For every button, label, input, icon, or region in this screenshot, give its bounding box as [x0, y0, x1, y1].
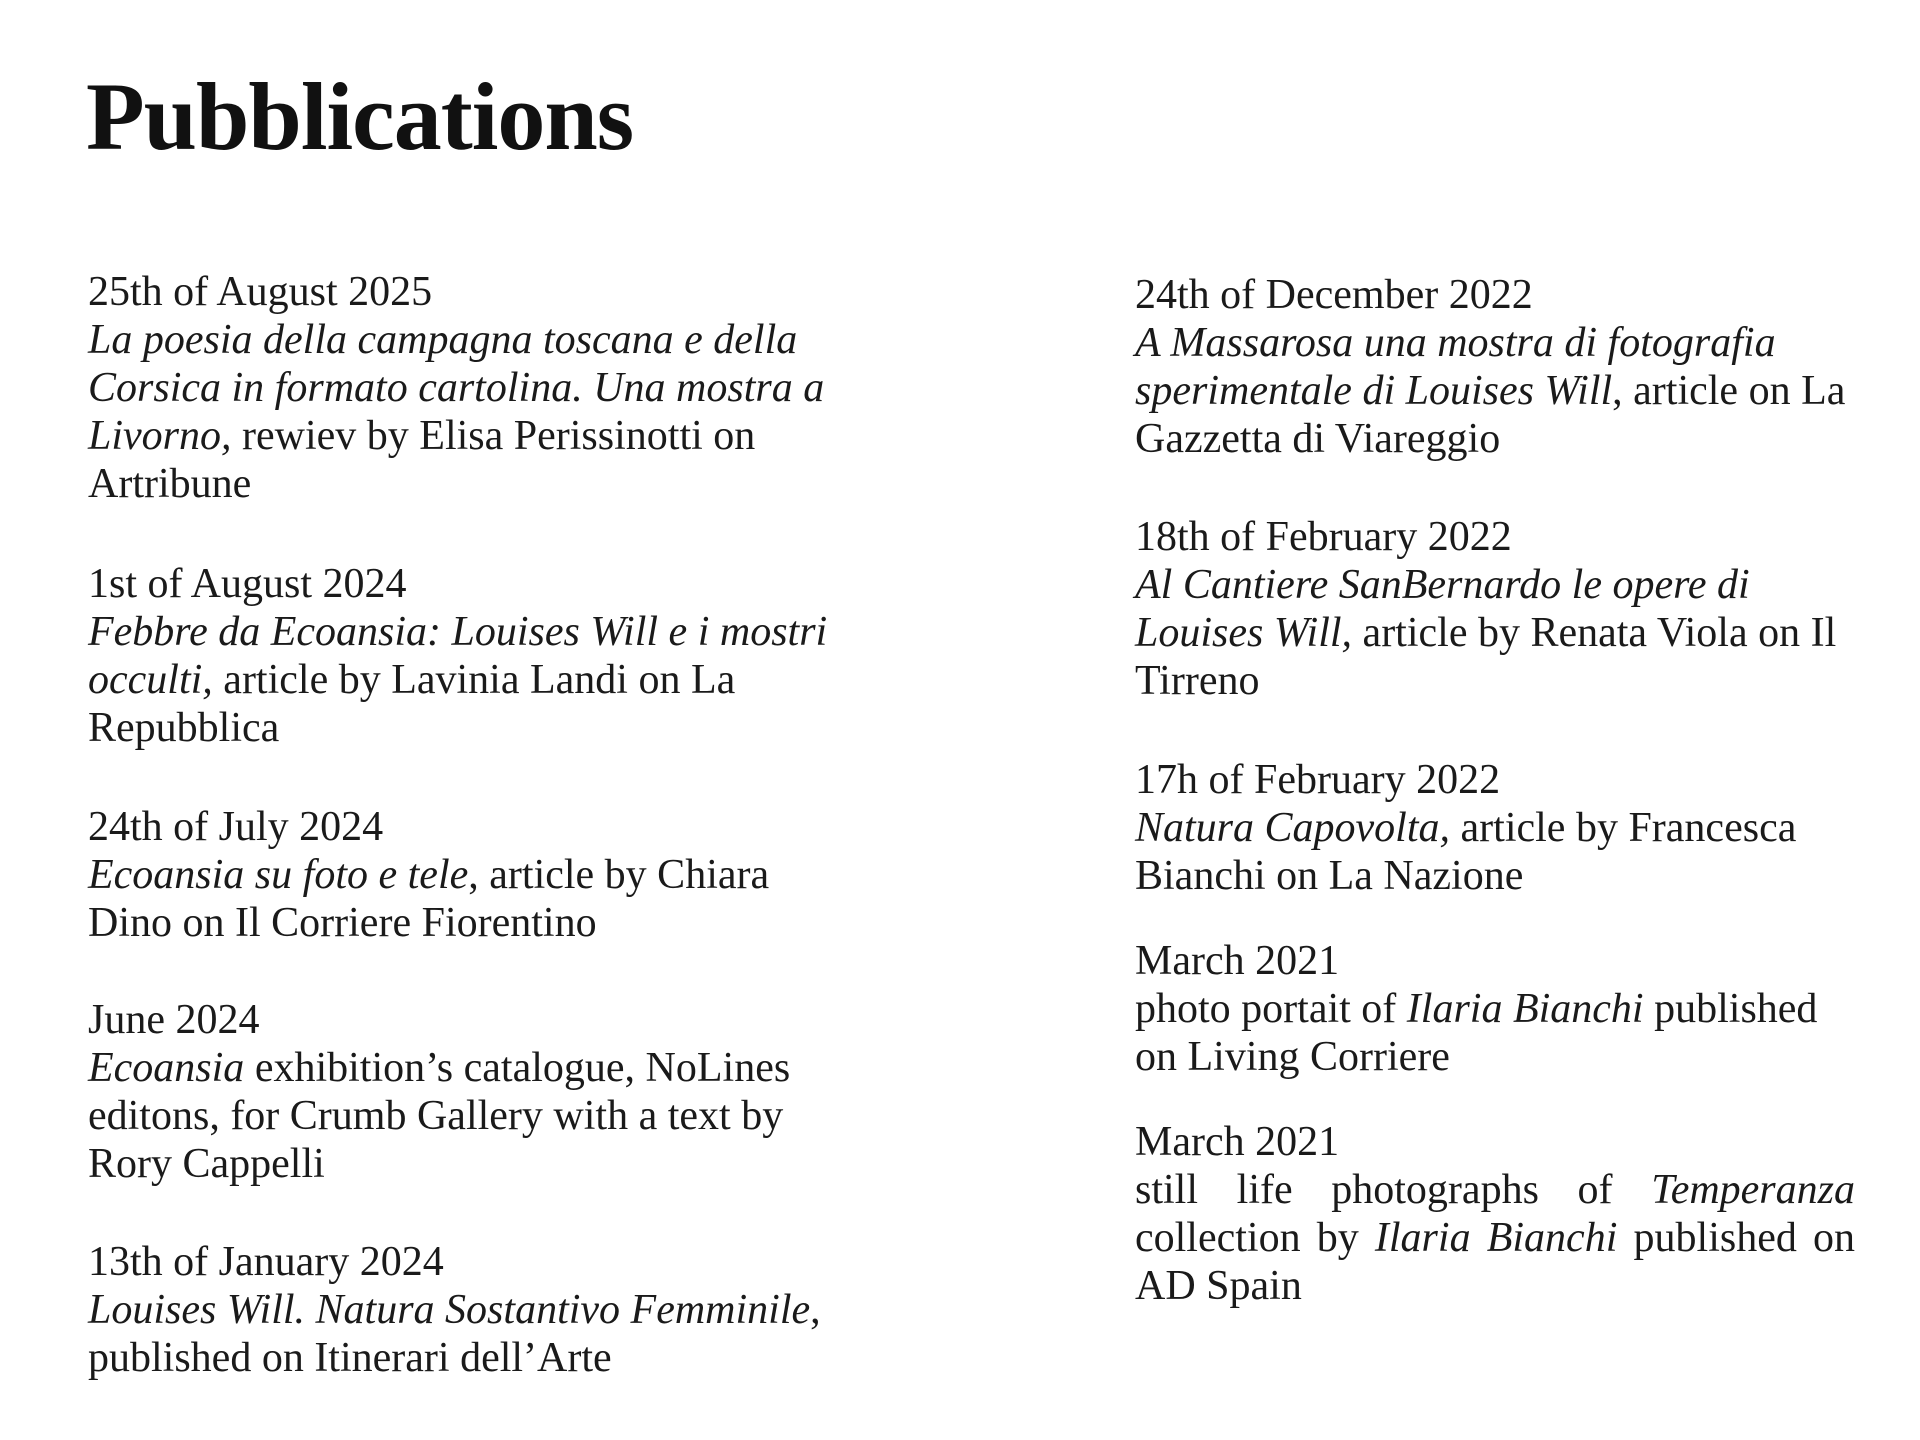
entry-title: A Massarosa una mostra di fotografia sperimentale di Louises Will — [1135, 320, 1776, 414]
entry-text — [1135, 319, 1855, 463]
entry-description: published on AD Spain — [1135, 1215, 1855, 1309]
entry-title: Febbre da Ecoansia: Louises Will e i mostri occulti, — [88, 609, 828, 703]
entry-description: collection by — [1135, 1215, 1375, 1261]
page-title: Pubblications — [86, 63, 634, 170]
publication-entry — [88, 803, 848, 947]
entry-description: , article by Chiara Dino on Il Corriere Fiorentino — [88, 852, 770, 946]
entry-author: Ilaria Bianchi — [1406, 986, 1644, 1032]
entry-date: 24th of July 2024 — [88, 804, 384, 850]
publication-entry — [1135, 513, 1855, 705]
entry-author: Ilaria Bianchi — [1374, 1215, 1618, 1261]
entry-title: Ecoansia su foto e tele — [88, 852, 469, 898]
entry-date: March 2021 — [1135, 1119, 1340, 1165]
publication-entry — [1135, 271, 1855, 463]
entry-title: Ecoansia — [88, 1045, 245, 1091]
entry-text — [88, 851, 848, 947]
entry-date: 13th of January 2024 — [88, 1239, 444, 1285]
publication-entry — [88, 1238, 848, 1382]
publication-entry — [1135, 937, 1855, 1081]
entry-text — [1135, 985, 1855, 1081]
entry-text — [88, 1286, 848, 1382]
entry-text — [88, 608, 848, 752]
entry-text — [1135, 561, 1855, 705]
entry-text — [88, 316, 848, 508]
entry-title: Temperanza — [1651, 1167, 1855, 1213]
entry-date: March 2021 — [1135, 938, 1340, 984]
entry-description: photo portait of — [1135, 986, 1407, 1032]
entry-date: 17h of February 2022 — [1135, 757, 1501, 803]
publication-entry — [88, 560, 848, 752]
entry-description: article by Renata Viola on Il Tirreno — [1135, 610, 1837, 704]
publication-entry — [1135, 756, 1855, 900]
entry-title: Al Cantiere SanBernardo le opere di Louises Will, — [1135, 562, 1750, 656]
entry-date: 18th of February 2022 — [1135, 514, 1512, 560]
entry-date: June 2024 — [88, 997, 260, 1043]
entry-description: article by Francesca Bianchi on La Nazione — [1135, 805, 1797, 899]
entry-description: rewiev by Elisa Perissinotti on Artribune — [88, 413, 756, 507]
entry-text — [1135, 1166, 1855, 1310]
entry-description: still life photographs of — [1135, 1167, 1652, 1213]
entry-text — [1135, 804, 1855, 900]
entry-date: 1st of August 2024 — [88, 561, 407, 607]
entry-description: article by Lavinia Landi on La Repubblica — [88, 657, 736, 751]
entry-date: 25th of August 2025 — [88, 269, 433, 315]
entry-text — [88, 1044, 848, 1188]
entry-description: published on Living Corriere — [1135, 986, 1818, 1080]
entry-title: La poesia della campagna toscana e della Corsica in formato cartolina. Una mostra a Livorno, — [88, 317, 825, 459]
entry-description: , article on La Gazzetta di Viareggio — [1135, 368, 1846, 462]
publication-entry — [1135, 1118, 1855, 1310]
entry-title: Natura Capovolta, — [1135, 805, 1451, 851]
entry-description: , published on Itinerari dell’Arte — [88, 1287, 821, 1381]
publication-entry — [88, 268, 848, 508]
entry-title: Louises Will. Natura Sostantivo Femminile — [88, 1287, 811, 1333]
entry-description: exhibition’s catalogue, NoLines editons, for Crumb Gallery with a text by Rory Cappelli — [88, 1045, 791, 1187]
entry-date: 24th of December 2022 — [1135, 272, 1533, 318]
publication-entry — [88, 996, 848, 1188]
